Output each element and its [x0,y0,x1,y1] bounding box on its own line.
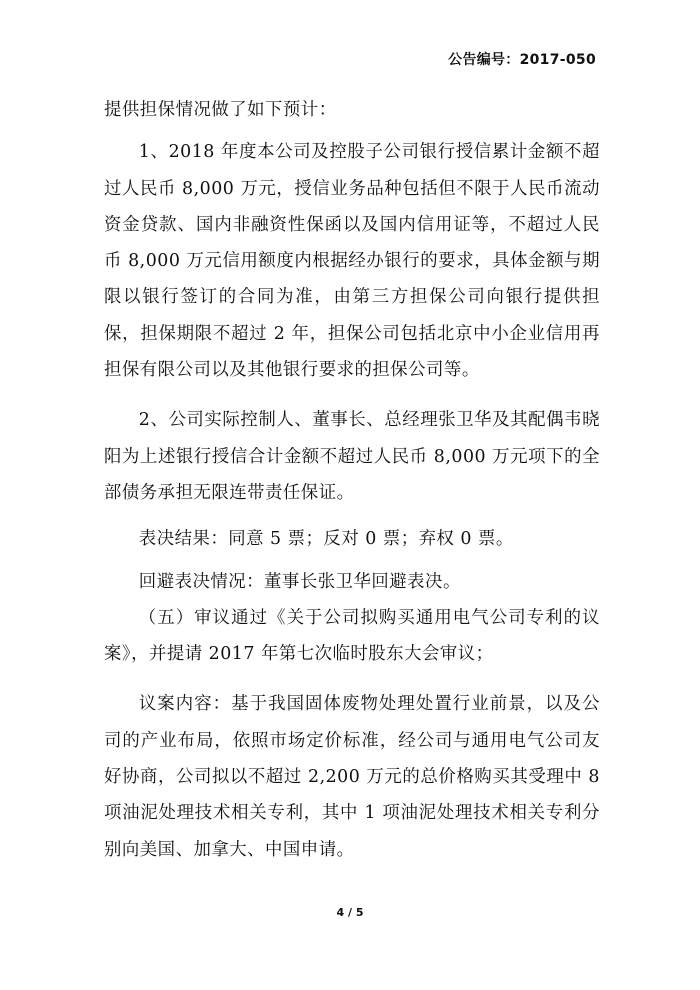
document-body [104,92,600,868]
paragraph-resolution-5: （五）审议通过《关于公司拟购买通用电气公司专利的议案》，并提请 2017 年第七次临时股东大会审议； [104,607,600,665]
paragraph-vote-result: 表决结果：同意 5 票；反对 0 票；弃权 0 票。 [138,529,514,550]
paragraph-item-2: 2、公司实际控制人、董事长、总经理张卫华及其配偶韦晓阳为上述银行授信合计金额不超过人民币 8,000 万元项下的全部债务承担无限连带责任保证。 [104,410,600,503]
page-number: 4 / 5 [336,906,364,919]
paragraph-item-1: 1、2018 年度本公司及控股子公司银行授信累计金额不超过人民币 8,000 万元，授信业务品种包括但不限于人民币流动资金贷款、国内非融资性保函以及国内信用证等，不超过人民币 8,000 万元信用额度内根据经办银行的要求，具体金额与期限以银行签订的合同为准，由第三方担保公司向银行提供担保，担保期限不超过 2 年，担保公司包括北京中小企业信用再担保有限公司以及其他银行要求的担保公司等。 [104,142,600,381]
paragraph-guarantee-intro: 提供担保情况做了如下预计： [104,100,337,120]
paragraph-proposal-content: 议案内容：基于我国固体废物处理处置行业前景，以及公司的产业布局，依照市场定价标准，经公司与通用电气公司友好协商，公司拟以不超过 2,200 万元的总价格购买其受理中 8 项油泥处理技术相关专利，其中 1 项油泥处理技术相关专利分别向美国、加拿大、中国申请。 [104,694,600,860]
announcement-number: 公告编号：2017-050 [448,52,596,68]
paragraph-recusal: 回避表决情况：董事长张卫华回避表决。 [138,571,461,592]
